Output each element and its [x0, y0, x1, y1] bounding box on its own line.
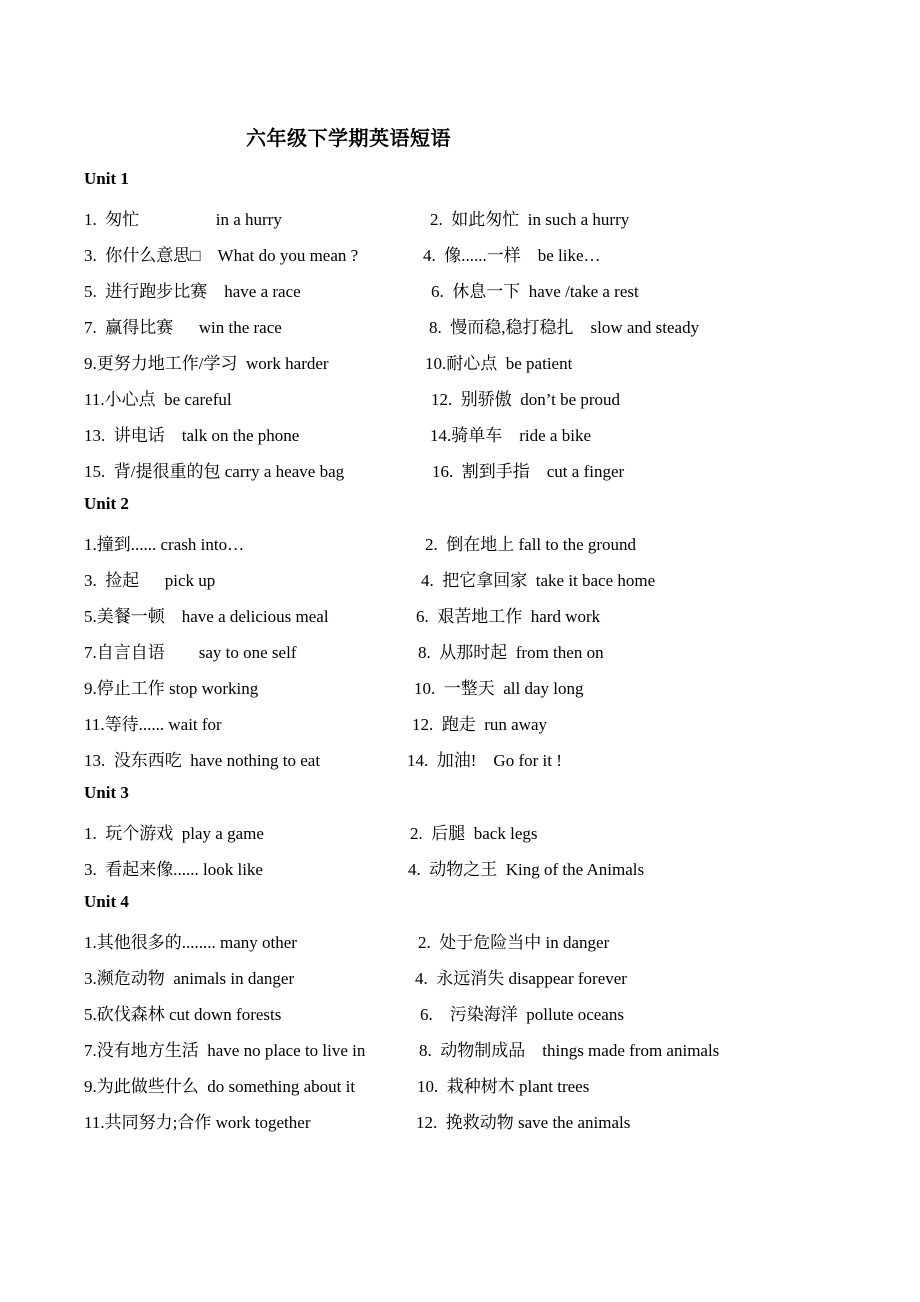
phrase-item: 7.自言自语 say to one self — [84, 643, 297, 662]
phrase-item: 7.没有地方生活 have no place to live in — [84, 1041, 366, 1060]
phrase-item: 12. 别骄傲 don’t be proud — [431, 390, 621, 409]
phrase-item: 11.小心点 be careful — [84, 390, 232, 409]
phrase-item: 1.撞到...... crash into… — [84, 535, 245, 554]
phrase-item: 6. 艰苦地工作 hard work — [416, 607, 601, 626]
phrase-item: 12. 跑走 run away — [412, 715, 548, 734]
phrase-item: 2. 处于危险当中 in danger — [418, 933, 610, 952]
phrase-item: 5.美餐一顿 have a delicious meal — [84, 607, 329, 626]
unit-heading: Unit 4 — [84, 892, 129, 911]
phrase-item: 4. 动物之王 King of the Animals — [408, 860, 645, 879]
phrase-item: 3. 看起来像...... look like — [84, 860, 263, 879]
phrase-item: 10. 一整天 all day long — [414, 679, 584, 698]
phrase-item: 9.更努力地工作/学习 work harder — [84, 354, 329, 373]
phrase-item: 10. 栽种树木 plant trees — [417, 1077, 590, 1096]
page-title: 六年级下学期英语短语 — [246, 128, 451, 150]
phrase-item: 4. 像......一样 be like… — [423, 246, 601, 265]
phrase-item: 2. 倒在地上 fall to the ground — [425, 535, 637, 554]
phrase-item: 12. 挽救动物 save the animals — [416, 1113, 631, 1132]
phrase-item: 5. 进行跑步比赛 have a race — [84, 282, 301, 301]
phrase-item: 7. 赢得比赛 win the race — [84, 318, 282, 337]
phrase-item: 9.停止工作 stop working — [84, 679, 259, 698]
phrase-item: 9.为此做些什么 do something about it — [84, 1077, 356, 1096]
phrase-item: 3. 捡起 pick up — [84, 571, 216, 590]
phrase-item: 3.濒危动物 animals in danger — [84, 969, 295, 988]
unit-heading: Unit 1 — [84, 169, 129, 188]
phrase-item: 1. 匆忙 in a hurry — [84, 210, 282, 229]
unit-heading: Unit 2 — [84, 494, 129, 513]
phrase-item: 14.骑单车 ride a bike — [430, 426, 591, 445]
phrase-item: 8. 慢而稳,稳打稳扎 slow and steady — [429, 318, 700, 337]
phrase-item: 6. 污染海洋 pollute oceans — [420, 1005, 624, 1024]
phrase-item: 15. 背/提很重的包 carry a heave bag — [84, 462, 345, 481]
phrase-item: 14. 加油! Go for it ! — [407, 751, 562, 770]
phrase-item: 6. 休息一下 have /take a rest — [431, 282, 639, 301]
phrase-item: 16. 割到手指 cut a finger — [432, 462, 625, 481]
phrase-item: 2. 后腿 back legs — [410, 824, 538, 843]
phrase-item: 13. 讲电话 talk on the phone — [84, 426, 300, 445]
phrase-item: 8. 动物制成品 things made from animals — [419, 1041, 720, 1060]
phrase-item: 5.砍伐森林 cut down forests — [84, 1005, 282, 1024]
phrase-item: 13. 没东西吃 have nothing to eat — [84, 751, 321, 770]
phrase-item: 4. 把它拿回家 take it bace home — [421, 571, 656, 590]
phrase-item: 4. 永远消失 disappear forever — [415, 969, 627, 988]
phrase-item: 11.共同努力;合作 work together — [84, 1113, 311, 1132]
phrase-item: 2. 如此匆忙 in such a hurry — [430, 210, 630, 229]
phrase-item: 1.其他很多的........ many other — [84, 933, 297, 952]
phrase-item: 8. 从那时起 from then on — [418, 643, 604, 662]
phrase-item: 11.等待...... wait for — [84, 715, 222, 734]
phrase-item: 10.耐心点 be patient — [425, 354, 573, 373]
phrase-item: 3. 你什么意思□ What do you mean ? — [84, 246, 359, 265]
phrase-item: 1. 玩个游戏 play a game — [84, 824, 264, 843]
unit-heading: Unit 3 — [84, 783, 129, 802]
